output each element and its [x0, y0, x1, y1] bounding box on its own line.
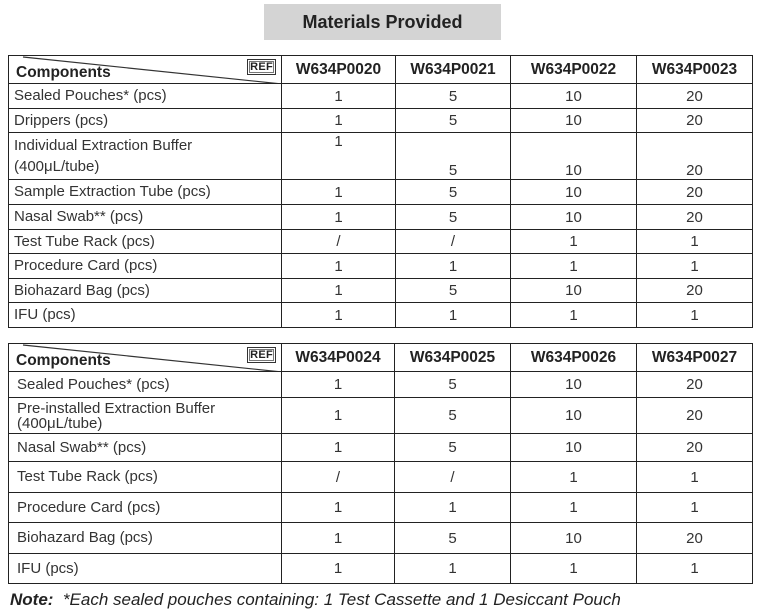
table-row [9, 554, 753, 584]
materials-table-1 [8, 55, 753, 328]
components-header-label: Components [16, 64, 111, 81]
component-name: Sealed Pouches* (pcs) [9, 372, 282, 398]
quantity-cell: 1 [282, 303, 396, 328]
quantity-cell: 1 [511, 303, 637, 328]
note-text: *Each sealed pouches containing: 1 Test Cassette and 1 Desiccant Pouch [62, 590, 621, 609]
quantity-cell: 1 [282, 109, 396, 133]
table-row [9, 303, 753, 328]
component-name: Pre-installed Extraction Buffer (400μL/tube) [9, 398, 282, 434]
table-row [9, 434, 753, 462]
ref-icon: REF [247, 347, 276, 363]
component-name: Nasal Swab** (pcs) [9, 434, 282, 462]
component-name: Test Tube Rack (pcs) [9, 230, 282, 254]
quantity-cell: 20 [637, 109, 753, 133]
quantity-cell: 1 [282, 372, 395, 398]
component-name: Individual Extraction Buffer (400μL/tube) [9, 133, 282, 180]
quantity-cell: 20 [637, 279, 753, 303]
quantity-cell: / [282, 462, 395, 493]
quantity-cell: 1 [282, 133, 396, 180]
quantity-cell: 10 [511, 279, 637, 303]
components-header-cell [9, 344, 282, 372]
table-header-row [9, 344, 753, 372]
quantity-cell: 10 [511, 180, 637, 205]
quantity-cell: 5 [396, 84, 511, 109]
quantity-cell: 1 [282, 554, 395, 584]
table-row [9, 254, 753, 279]
quantity-cell: 1 [637, 462, 753, 493]
quantity-cell: 1 [282, 493, 395, 523]
component-name: IFU (pcs) [9, 303, 282, 328]
ref-header: W634P0024 [282, 344, 395, 372]
quantity-cell: 1 [282, 398, 395, 434]
quantity-cell: 1 [282, 434, 395, 462]
quantity-cell: / [395, 462, 511, 493]
quantity-cell: 20 [637, 205, 753, 230]
quantity-cell: 10 [511, 398, 637, 434]
quantity-cell: 1 [637, 493, 753, 523]
quantity-cell: 5 [395, 523, 511, 554]
ref-header: W634P0026 [511, 344, 637, 372]
quantity-cell: 10 [511, 205, 637, 230]
table-row [9, 205, 753, 230]
quantity-cell: 5 [395, 372, 511, 398]
quantity-cell: 5 [395, 434, 511, 462]
quantity-cell: 20 [637, 523, 753, 554]
quantity-cell: 1 [637, 230, 753, 254]
components-header-label: Components [16, 352, 111, 369]
quantity-cell: 20 [637, 372, 753, 398]
quantity-cell: 10 [511, 523, 637, 554]
table-row [9, 279, 753, 303]
quantity-cell: 10 [511, 109, 637, 133]
quantity-cell: 5 [396, 180, 511, 205]
note-label: Note: [10, 590, 54, 609]
quantity-cell: 1 [282, 180, 396, 205]
component-name: Sample Extraction Tube (pcs) [9, 180, 282, 205]
component-name: Test Tube Rack (pcs) [9, 462, 282, 493]
quantity-cell: 5 [396, 109, 511, 133]
table-row [9, 180, 753, 205]
quantity-cell: 10 [511, 84, 637, 109]
footnote [10, 590, 621, 610]
component-name: Biohazard Bag (pcs) [9, 279, 282, 303]
quantity-cell: 1 [282, 254, 396, 279]
quantity-cell: 1 [511, 230, 637, 254]
component-name: IFU (pcs) [9, 554, 282, 584]
quantity-cell: 1 [511, 254, 637, 279]
quantity-cell: 1 [282, 84, 396, 109]
table-header-row [9, 56, 753, 84]
quantity-cell: 1 [511, 462, 637, 493]
component-name: Nasal Swab** (pcs) [9, 205, 282, 230]
table-row [9, 398, 753, 434]
quantity-cell: / [396, 230, 511, 254]
ref-header: W634P0023 [637, 56, 753, 84]
quantity-cell: 20 [637, 133, 753, 180]
quantity-cell: 1 [395, 493, 511, 523]
component-name: Drippers (pcs) [9, 109, 282, 133]
quantity-cell: 1 [395, 554, 511, 584]
table-row [9, 493, 753, 523]
quantity-cell: 1 [637, 254, 753, 279]
materials-table-2 [8, 343, 753, 584]
ref-header: W634P0027 [637, 344, 753, 372]
section-title: Materials Provided [264, 4, 501, 40]
table-row [9, 372, 753, 398]
ref-header: W634P0022 [511, 56, 637, 84]
quantity-cell: 20 [637, 434, 753, 462]
quantity-cell: 10 [511, 434, 637, 462]
quantity-cell: 1 [282, 205, 396, 230]
table-row [9, 230, 753, 254]
table-row [9, 109, 753, 133]
quantity-cell: 20 [637, 398, 753, 434]
components-header-cell [9, 56, 282, 84]
component-name: Procedure Card (pcs) [9, 254, 282, 279]
quantity-cell: 10 [511, 372, 637, 398]
quantity-cell: 1 [282, 279, 396, 303]
quantity-cell: 5 [395, 398, 511, 434]
quantity-cell: / [282, 230, 396, 254]
component-name: Sealed Pouches* (pcs) [9, 84, 282, 109]
quantity-cell: 1 [282, 523, 395, 554]
quantity-cell: 1 [396, 254, 511, 279]
table-row [9, 133, 753, 180]
quantity-cell: 20 [637, 180, 753, 205]
quantity-cell: 1 [511, 554, 637, 584]
ref-header: W634P0021 [396, 56, 511, 84]
component-name: Procedure Card (pcs) [9, 493, 282, 523]
quantity-cell: 1 [637, 303, 753, 328]
quantity-cell: 5 [396, 279, 511, 303]
component-name: Biohazard Bag (pcs) [9, 523, 282, 554]
quantity-cell: 20 [637, 84, 753, 109]
table-row [9, 523, 753, 554]
ref-header: W634P0020 [282, 56, 396, 84]
quantity-cell: 1 [511, 493, 637, 523]
table-row [9, 462, 753, 493]
ref-header: W634P0025 [395, 344, 511, 372]
quantity-cell: 10 [511, 133, 637, 180]
quantity-cell: 1 [396, 303, 511, 328]
table-row [9, 84, 753, 109]
quantity-cell: 1 [637, 554, 753, 584]
quantity-cell: 5 [396, 133, 511, 180]
ref-icon: REF [247, 59, 276, 75]
quantity-cell: 5 [396, 205, 511, 230]
